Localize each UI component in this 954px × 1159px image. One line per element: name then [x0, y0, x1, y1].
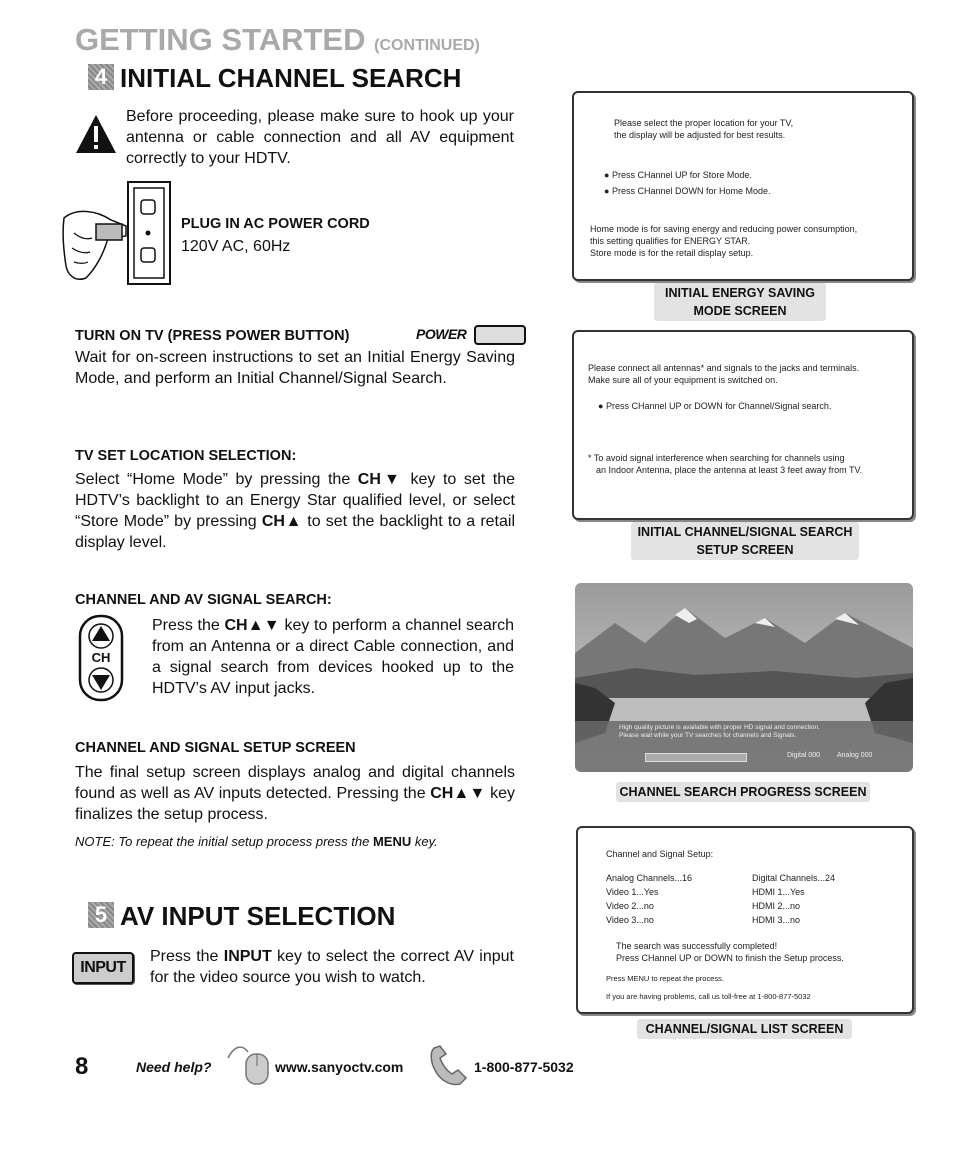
section-heading-initial-channel-search: 4 INITIAL CHANNEL SEARCH [88, 63, 461, 94]
signal-search-screen: Please connect all antennas* and signals to the jacks and terminals. Make sure all of your equipment is switched on. ● Press CHannel UP or DOWN for Channel/Signal search. * To avoid signal interference when searching for channels using an Indoor Antenna, place the antenna at least 3 feet away from TV. [572, 330, 914, 520]
energy-saving-caption: INITIAL ENERGY SAVING MODE SCREEN [654, 283, 826, 321]
power-text: Wait for on-screen instructions to set an Initial Energy Saving Mode, and perform an Initial Channel/Signal Search. [75, 349, 515, 387]
section-heading-av-input: 5 AV INPUT SELECTION [88, 901, 395, 932]
location-title: TV SET LOCATION SELECTION: [75, 448, 297, 464]
ch-key-icon: CH [78, 614, 124, 707]
setup-text: The final setup screen displays analog and digital channels found as well as AV inputs detected. Pressing the CH▲▼ key finalizes the setup process. [75, 764, 516, 823]
plug-title: PLUG IN AC POWER CORD [181, 216, 370, 232]
setup-title: CHANNEL AND SIGNAL SETUP SCREEN [75, 740, 356, 756]
website-link[interactable]: www.sanyoctv.com [275, 1059, 404, 1075]
mountain-lake-image [575, 583, 913, 772]
channel-list-screen: Channel and Signal Setup: Analog Channels...16 Video 1...Yes Video 2...no Video 3...no Digital Channels...24 HDMI 1...Yes HDMI 2...no HDMI 3...no The search was successfully completed! Press CHannel UP or DOWN to finish the Setup process. Press MENU to repeat the process. If you are having problems, call us toll-free at 1-800-877-5032 [576, 826, 914, 1014]
page-number: 8 [75, 1053, 89, 1080]
input-text: Press the INPUT key to select the correct AV input for the video source you wish to watch. [150, 948, 515, 986]
warning-icon [74, 113, 118, 160]
title-continued: (CONTINUED) [374, 37, 480, 54]
energy-bullet-1: ● Press CHannel UP for Store Mode. [604, 170, 752, 180]
plug-outlet-icon [56, 178, 174, 293]
signal-search-caption: INITIAL CHANNEL/SIGNAL SEARCH SETUP SCREEN [631, 522, 859, 560]
warning-text: Before proceeding, please make sure to hook up your antenna or cable connection and all AV equipment correctly to your HDTV. [126, 108, 514, 167]
search-text: Press the CH▲▼ key to perform a channel search from an Antenna or a direct Cable connection, and a signal search from devices hooked up to the HDTV’s AV input jacks. [152, 617, 515, 697]
search-progress-caption: CHANNEL SEARCH PROGRESS SCREEN [616, 782, 870, 802]
section-number-5: 5 [88, 902, 114, 928]
input-key-icon: INPUT [72, 952, 134, 984]
need-help-text: Need help? [136, 1059, 212, 1075]
power-title: TURN ON TV (PRESS POWER BUTTON) [75, 328, 350, 344]
note-text: NOTE: To repeat the initial setup process press the MENU key. [75, 834, 438, 849]
search-title: CHANNEL AND AV SIGNAL SEARCH: [75, 592, 332, 608]
location-text: Select “Home Mode” by pressing the CH▼ key to set the HDTV’s backlight to an Energy Star qualified level, or select “Store Mode” by pressing CH▲ to set the backlight to a retail display level. [75, 471, 516, 551]
search-progress-screen: High quality picture is available with proper HD signal and connection. Please wait while your TV searches for channels and Signals. Digital 000 Analog 000 [575, 583, 913, 772]
signal-bullet-1: ● Press CHannel UP or DOWN for Channel/Signal search. [598, 401, 832, 411]
phone-icon [428, 1044, 470, 1093]
page-title: GETTING STARTED (CONTINUED) [75, 22, 480, 57]
section-number-4: 4 [88, 64, 114, 90]
phone-number: 1-800-877-5032 [474, 1059, 574, 1075]
plug-spec: 120V AC, 60Hz [181, 238, 291, 255]
analog-count: Analog 000 [837, 752, 873, 759]
power-button: POWER [416, 325, 524, 345]
energy-bullet-2: ● Press CHannel DOWN for Home Mode. [604, 186, 771, 196]
channel-list-caption: CHANNEL/SIGNAL LIST SCREEN [637, 1019, 852, 1039]
energy-saving-screen: Please select the proper location for your TV, the display will be adjusted for best results. ● Press CHannel UP for Store Mode. ● Press CHannel DOWN for Home Mode. Home mode is for saving energy and reducing power consumption, this setting qualifies for ENERGY STAR. Store mode is for the retail display setup. [572, 91, 914, 281]
power-button-shape [474, 325, 526, 345]
search-progress-bar [645, 753, 747, 762]
digital-count: Digital 000 [787, 752, 821, 759]
mouse-icon [226, 1040, 272, 1091]
